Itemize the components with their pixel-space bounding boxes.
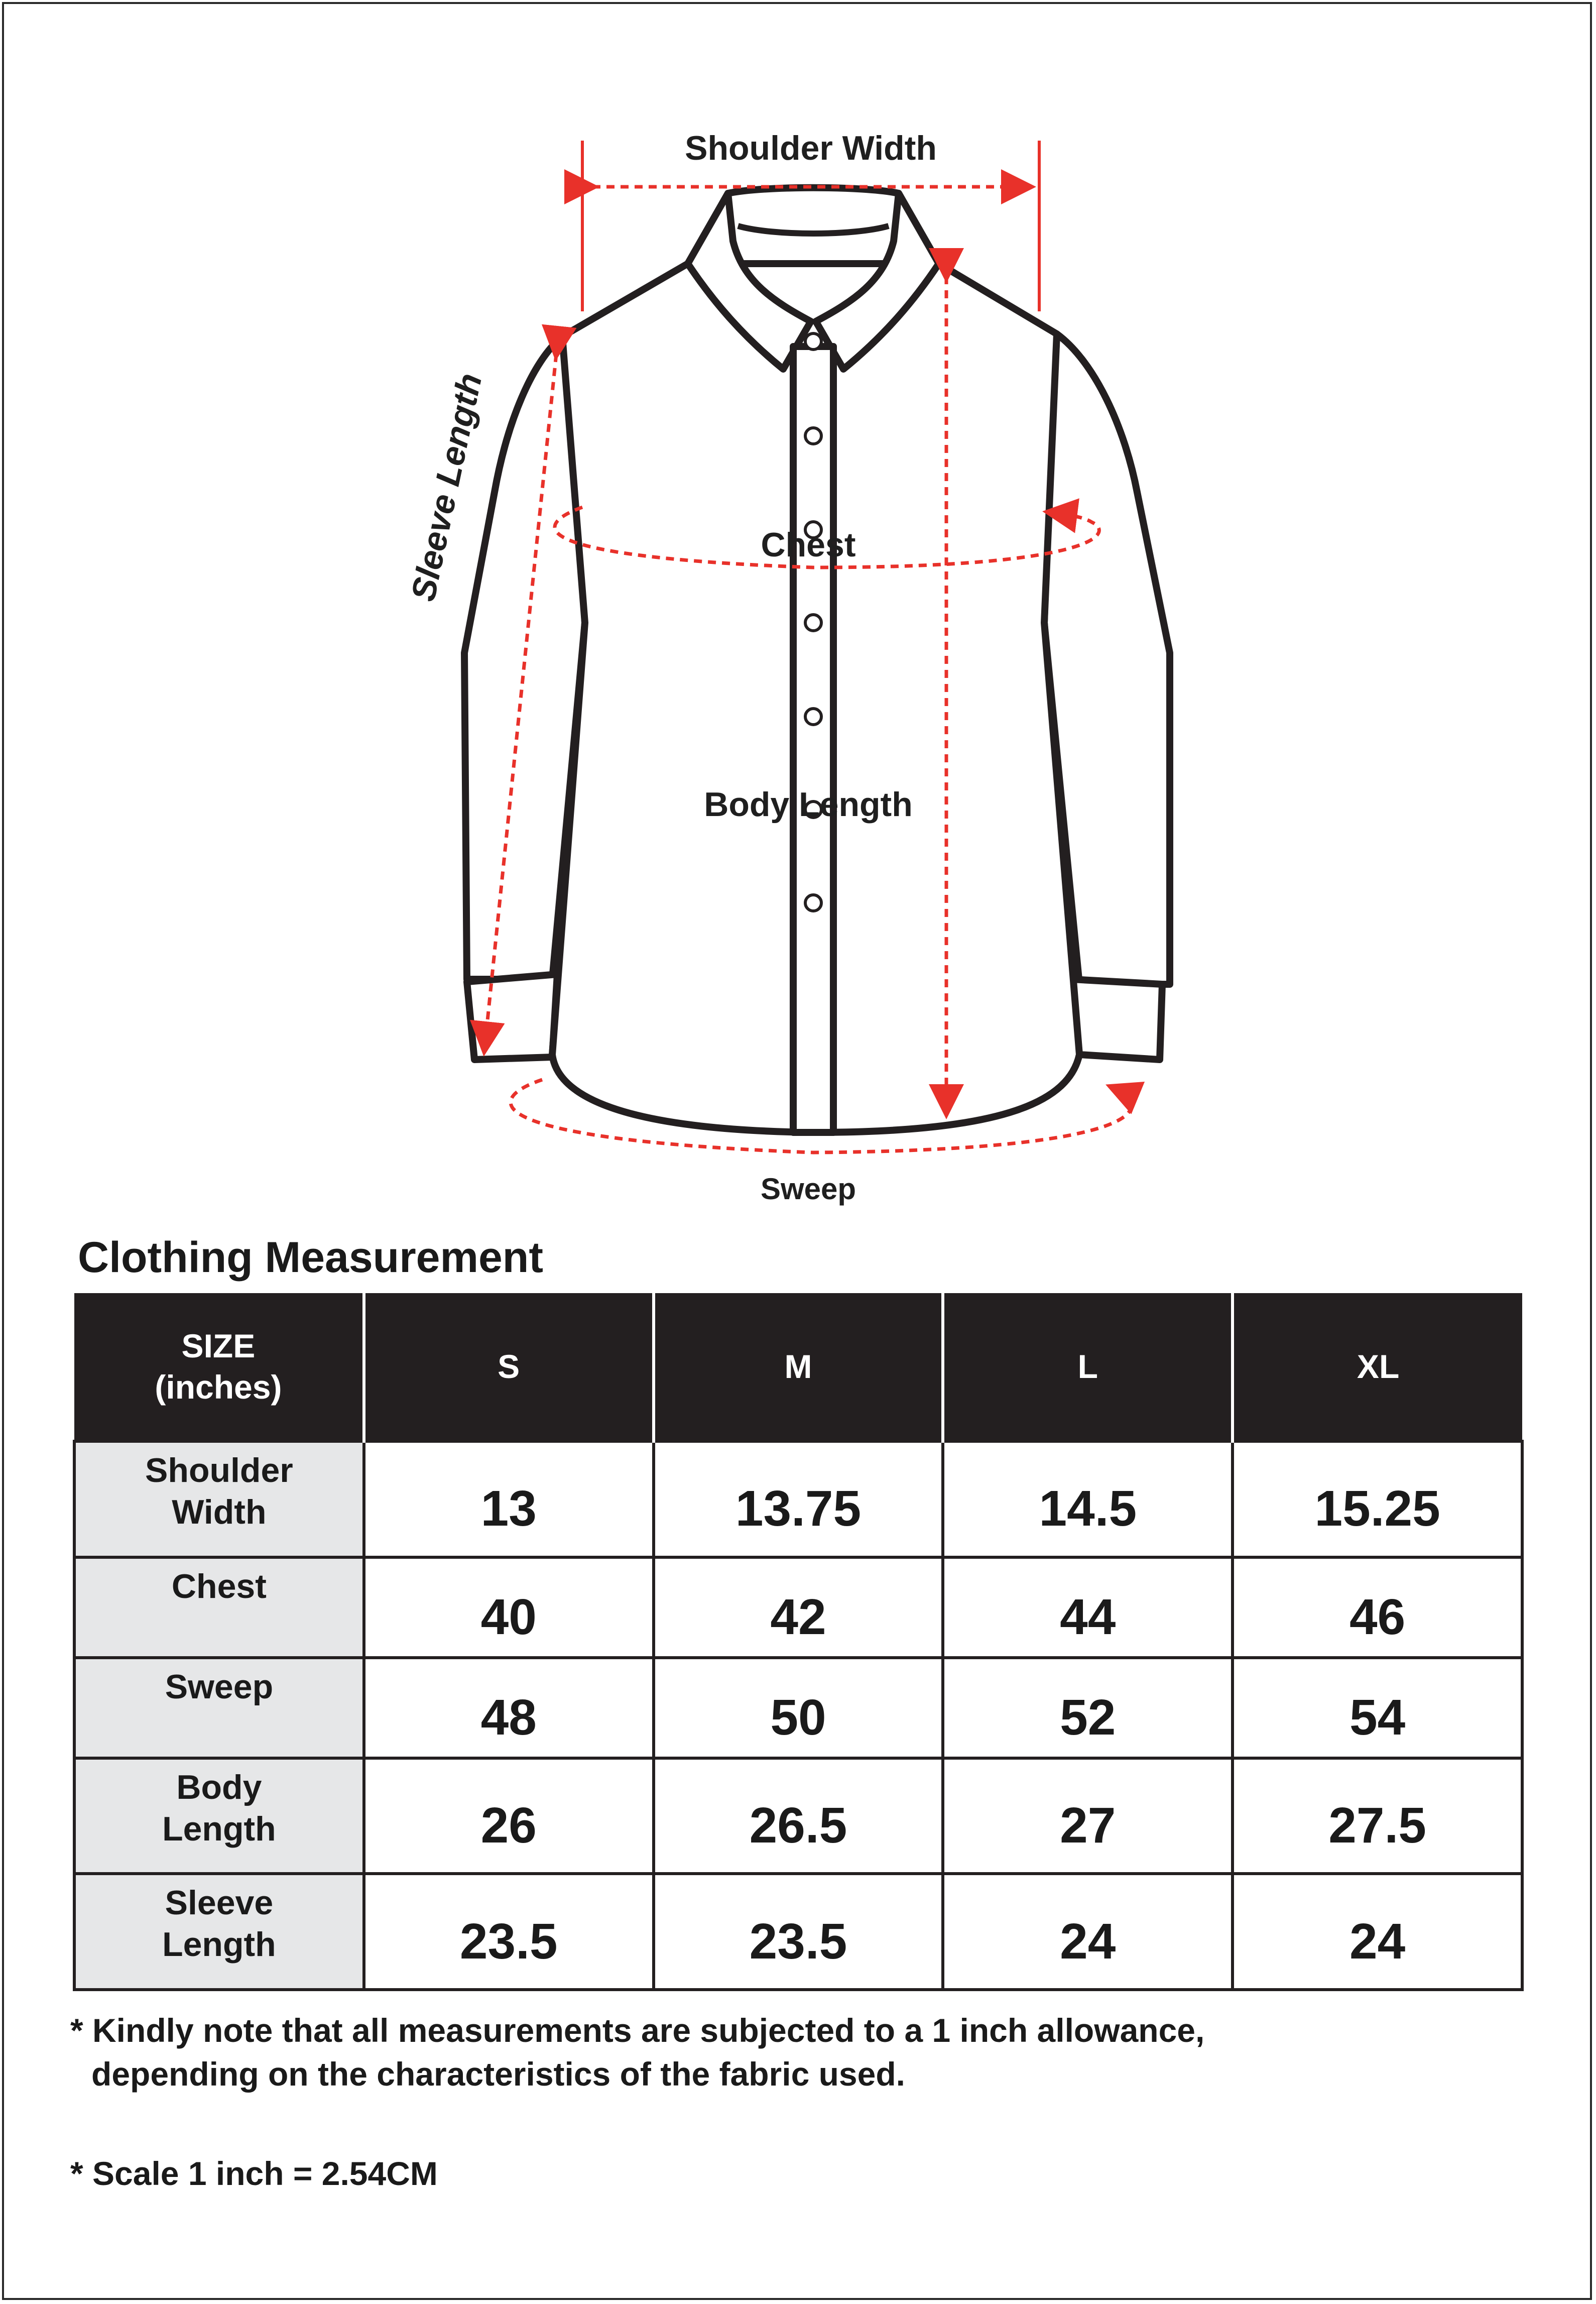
right-cuff <box>1072 979 1162 1060</box>
table-cell: 26 <box>364 1758 654 1874</box>
size-chart-table <box>73 1293 1524 1991</box>
table-cell: 54 <box>1233 1658 1522 1758</box>
left-cuff <box>467 974 557 1060</box>
table-cell: 40 <box>364 1557 654 1658</box>
table-cell: 23.5 <box>364 1874 654 1990</box>
table-row-body-length <box>74 1758 1522 1874</box>
table-cell: 26.5 <box>654 1758 943 1874</box>
shoulder-width-label: Shoulder Width <box>685 129 937 167</box>
row-label: Body Length <box>74 1758 364 1874</box>
sweep-label: Sweep <box>760 1172 856 1206</box>
body-length-label: Body Length <box>704 785 913 824</box>
shirt-outline <box>464 188 1170 1132</box>
scale-note: * Scale 1 inch = 2.54CM <box>70 2155 438 2192</box>
button <box>805 895 821 911</box>
table-cell: 52 <box>943 1658 1233 1758</box>
table-row-sleeve-length <box>74 1874 1522 1990</box>
row-label: Sweep <box>74 1658 364 1758</box>
size-column-s: S <box>364 1293 654 1441</box>
allowance-note-line2: depending on the characteristics of the fabric used. <box>91 2055 905 2093</box>
size-column-l: L <box>943 1293 1233 1441</box>
table-cell: 48 <box>364 1658 654 1758</box>
table-cell: 27 <box>943 1758 1233 1874</box>
table-cell: 13 <box>364 1441 654 1557</box>
row-label: Chest <box>74 1557 364 1658</box>
table-row-chest <box>74 1557 1522 1658</box>
table-cell: 15.25 <box>1233 1441 1522 1557</box>
size-column-m: M <box>654 1293 943 1441</box>
button <box>805 428 821 444</box>
size-column-xl: XL <box>1233 1293 1522 1441</box>
table-cell: 23.5 <box>654 1874 943 1990</box>
table-cell: 14.5 <box>943 1441 1233 1557</box>
table-cell: 44 <box>943 1557 1233 1658</box>
table-cell: 24 <box>1233 1874 1522 1990</box>
row-label: Shoulder Width <box>74 1441 364 1557</box>
table-cell: 27.5 <box>1233 1758 1522 1874</box>
chest-label: Chest <box>761 526 856 564</box>
button-placket <box>793 347 833 1132</box>
table-row-shoulder-width <box>74 1441 1522 1557</box>
button <box>805 709 821 725</box>
button <box>805 333 821 350</box>
table-title: Clothing Measurement <box>78 1233 543 1282</box>
allowance-note <box>70 2009 1476 2096</box>
table-row-sweep <box>74 1658 1522 1758</box>
table-cell: 46 <box>1233 1557 1522 1658</box>
row-label: Sleeve Length <box>74 1874 364 1990</box>
table-header-row <box>74 1293 1522 1441</box>
table-cell: 13.75 <box>654 1441 943 1557</box>
button <box>805 615 821 631</box>
allowance-note-line1: * Kindly note that all measurements are subjected to a 1 inch allowance, <box>70 2012 1205 2049</box>
table-cell: 24 <box>943 1874 1233 1990</box>
size-header-cell: SIZE (inches) <box>74 1293 364 1441</box>
table-cell: 50 <box>654 1658 943 1758</box>
table-cell: 42 <box>654 1557 943 1658</box>
sleeve-length-label: Sleeve Length <box>404 370 489 605</box>
